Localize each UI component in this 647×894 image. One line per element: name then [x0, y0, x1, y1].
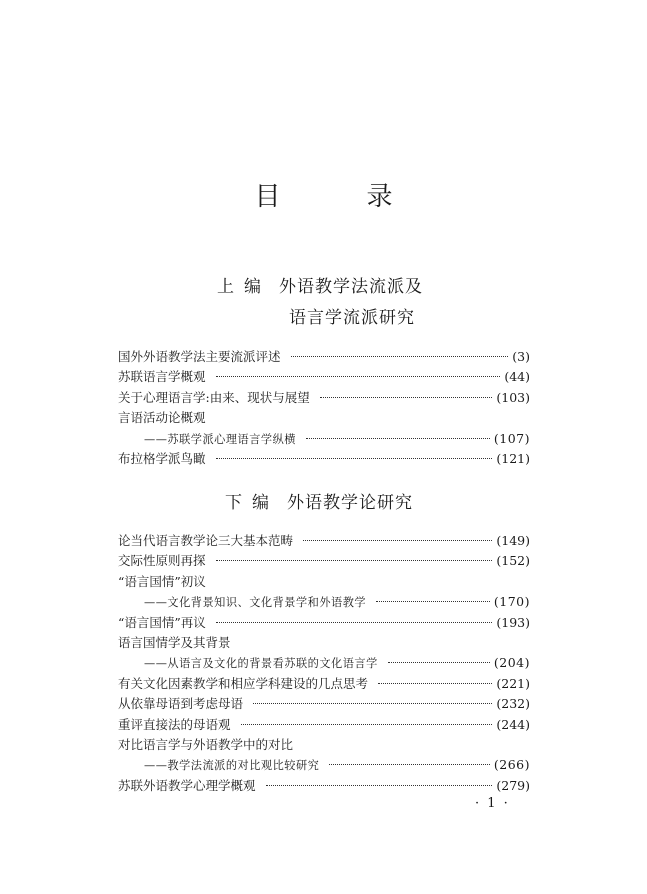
- dot-leader: [388, 662, 490, 663]
- toc-entry: [118, 694, 530, 714]
- toc-page-number: (121): [496, 450, 530, 466]
- toc-page-number: (193): [496, 614, 530, 630]
- section-heading-upper: [217, 272, 423, 328]
- toc-entry-title: “语言国情”初议: [118, 573, 206, 589]
- toc-entry: [118, 367, 530, 387]
- toc-entry-title: 语言国情学及其背景: [118, 634, 231, 650]
- toc-entry-title: 言语活动论概观: [118, 410, 206, 426]
- part-label: 下编: [225, 493, 279, 513]
- toc-page-number: (232): [496, 696, 530, 712]
- toc-entry-title: 论当代语言教学论三大基本范畴: [118, 533, 294, 548]
- dot-leader: [320, 397, 493, 398]
- toc-entry-title: 布拉格学派鸟瞰: [118, 450, 206, 466]
- dot-leader: [329, 764, 490, 765]
- toc-list-lower: [118, 531, 530, 796]
- toc-entry: [118, 633, 530, 653]
- toc-entry: [118, 449, 530, 469]
- dot-leader: [303, 540, 492, 541]
- toc-entry: [118, 388, 530, 408]
- toc-page-number: (152): [496, 553, 530, 569]
- page-number: · 1 ·: [475, 796, 510, 811]
- toc-subtitle-row: [118, 429, 530, 449]
- dot-leader: [253, 703, 492, 704]
- toc-page-number: (279): [496, 777, 530, 793]
- toc-subtitle-row: [118, 755, 530, 775]
- toc-entry: [118, 531, 530, 551]
- dot-leader: [216, 376, 501, 377]
- toc-entry-title: 重评直接法的母语观: [118, 716, 231, 732]
- dot-leader: [376, 601, 490, 602]
- section-title-line1: 外语教学论研究: [287, 493, 413, 513]
- section-title-line2: 语言学流派研究: [289, 308, 415, 328]
- toc-page-number: (3): [512, 349, 530, 364]
- toc-page-number: (204): [493, 655, 530, 671]
- section-heading-lower: [225, 488, 413, 513]
- dot-leader: [216, 458, 493, 459]
- dot-leader: [266, 785, 493, 786]
- toc-page-number: (103): [496, 389, 530, 405]
- toc-page-number: (170): [493, 594, 530, 610]
- toc-list-upper: [118, 347, 530, 469]
- dot-leader: [216, 560, 493, 561]
- toc-subtitle-row: [118, 592, 530, 612]
- toc-subtitle: ——文化背景知识、文化背景学和外语教学: [144, 596, 367, 610]
- toc-subtitle: ——苏联学派心理语言学纵横: [144, 432, 296, 446]
- toc-page-number: (266): [493, 757, 530, 773]
- toc-page-number: (244): [496, 716, 530, 732]
- toc-subtitle: ——教学法流派的对比观比较研究: [144, 759, 320, 773]
- dot-leader: [216, 622, 493, 623]
- toc-entry: [118, 551, 530, 571]
- toc-page-number: (44): [504, 369, 530, 385]
- toc-entry-title: 从依靠母语到考虑母语: [118, 696, 244, 712]
- toc-entry: [118, 715, 530, 735]
- toc-page-number: (149): [496, 533, 530, 548]
- toc-entry-title: 交际性原则再探: [118, 553, 206, 569]
- toc-entry: [118, 613, 530, 633]
- toc-entry-title: 苏联外语教学心理学概观: [118, 777, 256, 793]
- toc-entry: [118, 776, 530, 796]
- toc-entry-title: “语言国情”再议: [118, 614, 206, 630]
- toc-page-number: (221): [496, 675, 530, 691]
- toc-entry-title: 对比语言学与外语教学中的对比: [118, 736, 294, 752]
- toc-entry: [118, 408, 530, 428]
- dot-leader: [241, 724, 493, 725]
- dot-leader: [378, 683, 492, 684]
- section-title-line1: 外语教学法流派及: [279, 277, 423, 297]
- toc-entry-title: 苏联语言学概观: [118, 369, 206, 385]
- dot-leader: [291, 356, 509, 357]
- toc-entry: [118, 674, 530, 694]
- toc-page-number: (107): [493, 430, 530, 446]
- toc-entry-title: 关于心理语言学:由来、现状与展望: [118, 389, 310, 405]
- toc-entry: [118, 572, 530, 592]
- toc-entry: [118, 347, 530, 367]
- part-label: 上编: [217, 277, 271, 297]
- toc-subtitle-row: [118, 653, 530, 673]
- toc-entry-title: 有关文化因素教学和相应学科建设的几点思考: [118, 675, 369, 691]
- toc-entry-title: 国外外语教学法主要流派评述: [118, 349, 281, 364]
- page-title: 目 录: [254, 182, 423, 212]
- toc-subtitle: ——从语言及文化的背景看苏联的文化语言学: [144, 657, 378, 671]
- toc-entry: [118, 735, 530, 755]
- dot-leader: [306, 438, 490, 439]
